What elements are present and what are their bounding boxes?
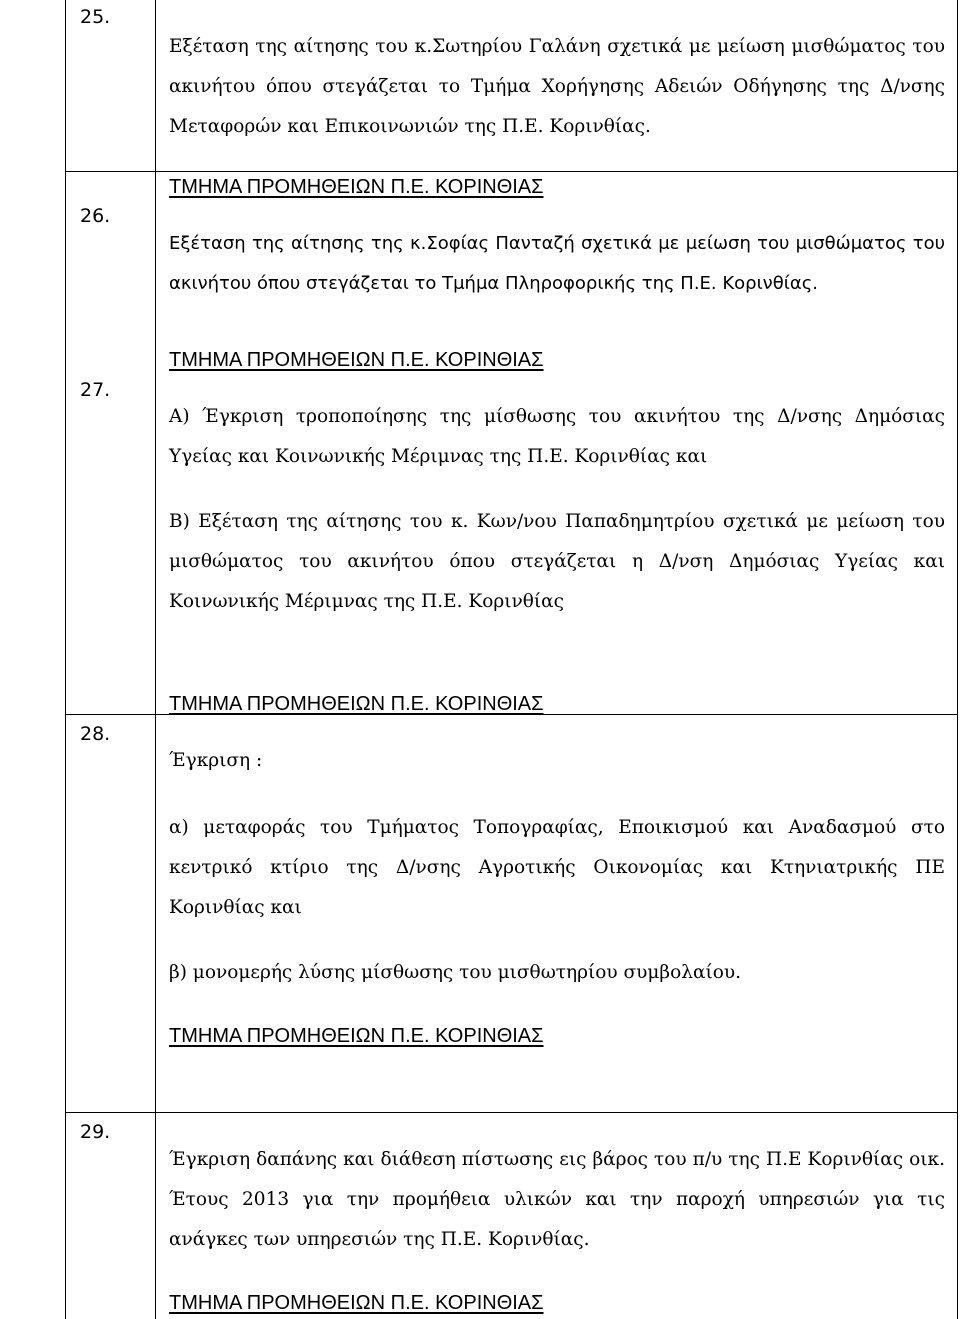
item-text: Εξέταση της αίτησης της κ.Σοφίας Πανταζή σχετικά με μείωση του μισθώματος του ακινήτου όπου στεγάζεται το Τμήμα Πληροφορικής της Π.Ε. Κορινθίας. — [169, 233, 945, 294]
item-number: 28. — [80, 723, 111, 745]
table-border-middle — [155, 0, 156, 1319]
department-heading: ΤΜΗΜΑ ΠΡΟΜΗΘΕΙΩΝ Π.Ε. ΚΟΡΙΝΘΙΑΣ — [169, 1025, 544, 1047]
item-number: 29. — [80, 1121, 111, 1143]
item-number: 26. — [80, 205, 111, 227]
department-heading: ΤΜΗΜΑ ΠΡΟΜΗΘΕΙΩΝ Π.Ε. ΚΟΡΙΝΘΙΑΣ — [169, 176, 544, 198]
item-part-a: Α) Έγκριση τροποποίησης της μίσθωσης του ακινήτου της Δ/νσης Δημόσιας Υγείας και Κοινωνικής Μέριμνας της Π.Ε. Κορινθίας και — [169, 406, 945, 467]
department-heading: ΤΜΗΜΑ ΠΡΟΜΗΘΕΙΩΝ Π.Ε. ΚΟΡΙΝΘΙΑΣ — [169, 693, 544, 715]
item-number: 27. — [80, 379, 111, 401]
item-part-b: Β) Εξέταση της αίτησης του κ. Κων/νου Παπαδημητρίου σχετικά με μείωση του μισθώματος του ακινήτου όπου στεγάζεται η Δ/νση Δημόσιας Υγείας και Κοινωνικής Μέριμνας της Π.Ε. Κορινθίας — [169, 511, 945, 612]
item-intro: Έγκριση : — [169, 750, 263, 771]
department-heading: ΤΜΗΜΑ ΠΡΟΜΗΘΕΙΩΝ Π.Ε. ΚΟΡΙΝΘΙΑΣ — [169, 349, 544, 371]
item-text: Εξέταση της αίτησης του κ.Σωτηρίου Γαλάνη σχετικά με μείωση μισθώματος του ακινήτου όπου στεγάζεται το Τμήμα Χορήγησης Αδειών Οδήγησης της Δ/νσης Μεταφορών και Επικοινωνιών της Π.Ε. Κορινθίας. — [169, 36, 945, 137]
table-border-left — [65, 0, 66, 1319]
row-separator — [65, 171, 958, 172]
department-heading: ΤΜΗΜΑ ΠΡΟΜΗΘΕΙΩΝ Π.Ε. ΚΟΡΙΝΘΙΑΣ — [169, 1292, 544, 1314]
item-part-b: β) μονομερής λύσης μίσθωσης του μισθωτηρίου συμβολαίου. — [169, 962, 741, 983]
item-number: 25. — [80, 6, 111, 28]
item-text: Έγκριση δαπάνης και διάθεση πίστωσης εις βάρος του π/υ της Π.Ε Κορινθίας οικ. Έτους 2013 για την προμήθεια υλικών και την παροχή υπηρεσιών για τις ανάγκες των υπηρεσιών της Π.Ε. Κορινθίας. — [169, 1149, 945, 1250]
table-border-right — [957, 0, 958, 1319]
row-separator — [65, 1112, 958, 1113]
item-part-a: α) μεταφοράς του Τμήματος Τοπογραφίας, Εποικισμού και Αναδασμού στο κεντρικό κτίριο της Δ/νσης Αγροτικής Οικονομίας και Κτηνιατρικής ΠΕ Κορινθίας και — [169, 817, 945, 918]
